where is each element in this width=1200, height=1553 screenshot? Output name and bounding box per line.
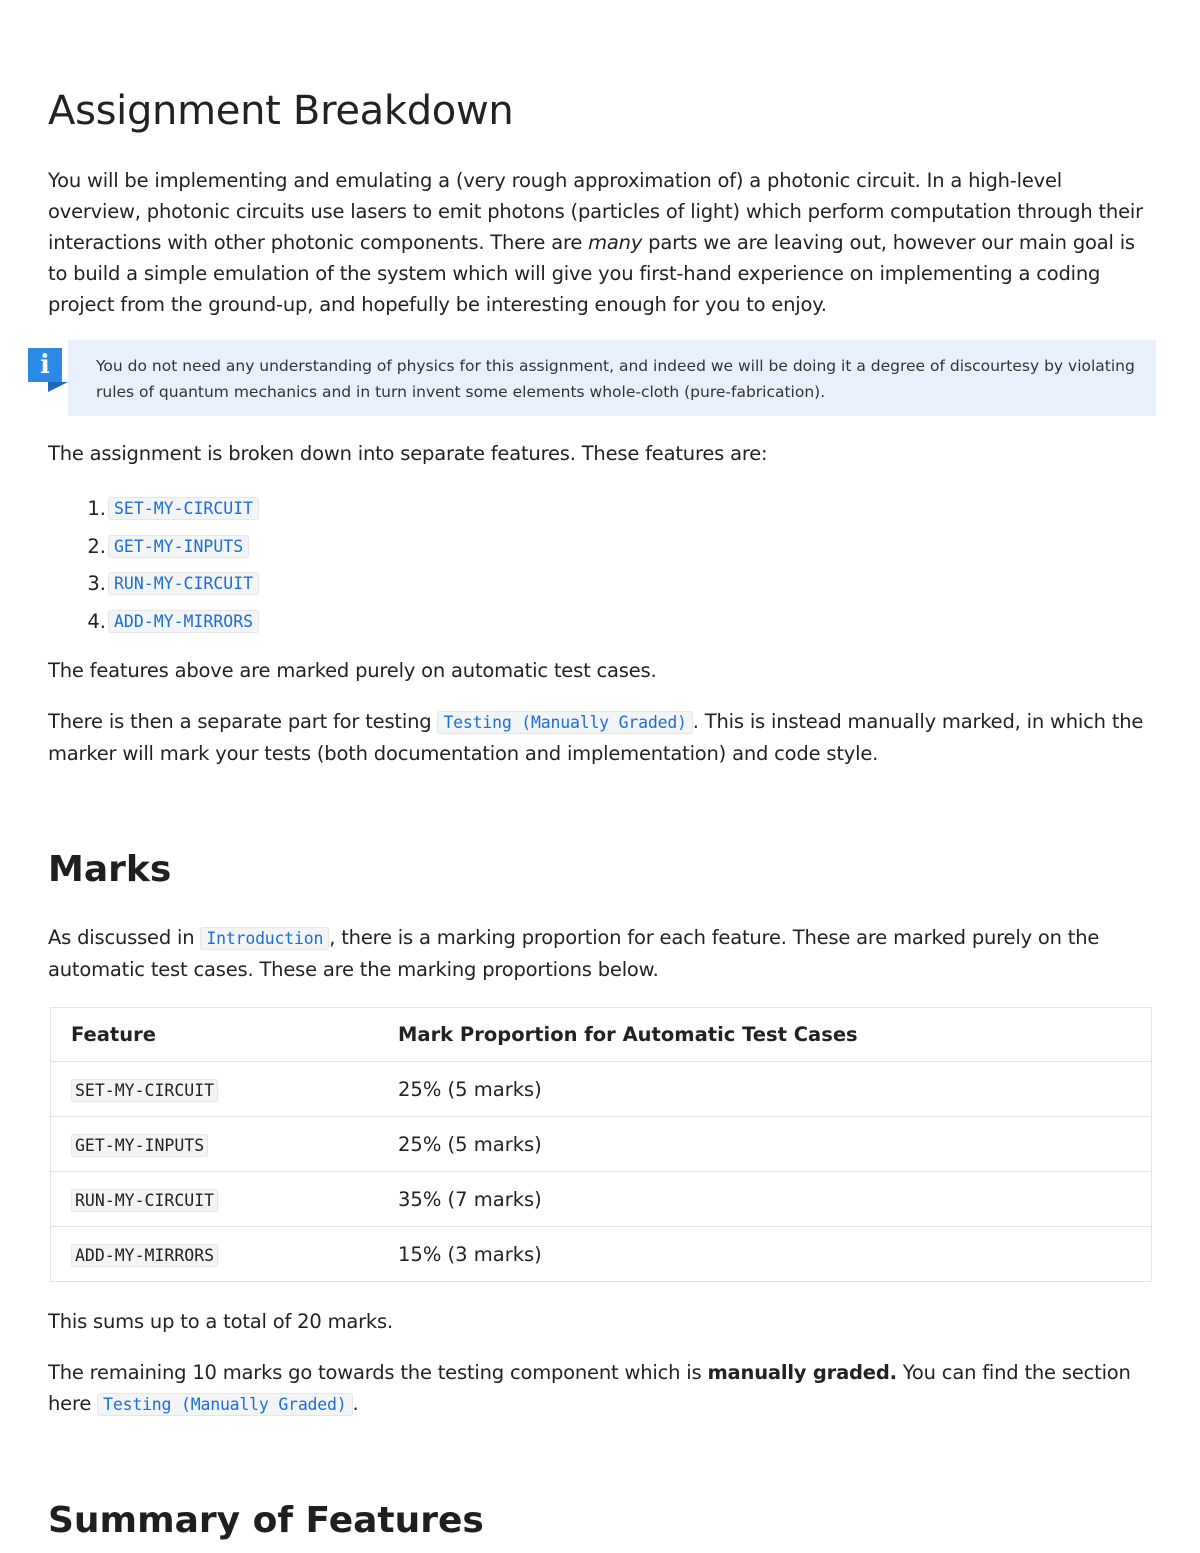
remaining-text-1: The remaining 10 marks go towards the testing component which is	[48, 1361, 708, 1384]
feature-link-run-my-circuit[interactable]: RUN-MY-CIRCUIT	[108, 572, 259, 595]
list-number: 3.	[87, 572, 106, 596]
page-title: Assignment Breakdown	[48, 88, 514, 134]
feature-cell	[51, 1062, 379, 1117]
intro-emphasis: many	[588, 231, 643, 254]
feature-cell	[51, 1227, 379, 1282]
proportion-cell: 25% (5 marks)	[378, 1117, 1152, 1172]
list-item	[48, 603, 259, 641]
list-item	[48, 565, 259, 603]
list-number: 1.	[87, 497, 106, 521]
proportion-cell: 25% (5 marks)	[378, 1062, 1152, 1117]
testing-text-2: . This is instead manually marked, in which the marker will mark your tests (both documentation and implementation) and code style.	[48, 710, 1144, 765]
table-row	[51, 1227, 1152, 1282]
remaining-paragraph	[48, 1357, 1156, 1420]
features-intro: The assignment is broken down into separate features. These features are:	[48, 442, 768, 465]
info-callout-fold	[48, 382, 68, 392]
features-list	[48, 490, 259, 640]
feature-cell	[51, 1172, 379, 1227]
info-callout-text: You do not need any understanding of physics for this assignment, and indeed we will be doing it a degree of discourtesy by violating rules of quantum mechanics and in turn invent some elements whole-cloth (pure-fabrication).	[96, 357, 1135, 401]
testing-paragraph	[48, 706, 1156, 769]
list-item	[48, 490, 259, 528]
features-note: The features above are marked purely on automatic test cases.	[48, 659, 657, 682]
intro-paragraph	[48, 165, 1156, 320]
table-header-row	[51, 1008, 1152, 1062]
testing-text-1: There is then a separate part for testing	[48, 710, 438, 733]
list-number: 4.	[87, 609, 106, 633]
feature-code: GET-MY-INPUTS	[71, 1134, 208, 1157]
table-row	[51, 1062, 1152, 1117]
column-header-proportion: Mark Proportion for Automatic Test Cases	[378, 1008, 1152, 1062]
remaining-text-2: You can find the section here	[48, 1361, 1131, 1415]
testing-link[interactable]: Testing (Manually Graded)	[437, 711, 692, 734]
intro-text-1: You will be implementing and emulating a (very rough approximation of) a photonic circuit. In a high-level overview, photonic circuits use lasers to emit photons (particles of light) which perform computation through their interactions with other photonic components. There are	[48, 169, 1143, 254]
list-item	[48, 528, 259, 566]
feature-code: SET-MY-CIRCUIT	[71, 1079, 218, 1102]
feature-link-get-my-inputs[interactable]: GET-MY-INPUTS	[108, 535, 249, 558]
column-header-feature: Feature	[51, 1008, 379, 1062]
remaining-text-3: .	[352, 1392, 359, 1415]
marks-table	[50, 1007, 1152, 1282]
info-icon: i	[28, 348, 62, 382]
table-row	[51, 1117, 1152, 1172]
remaining-bold: manually graded.	[707, 1361, 897, 1384]
feature-code: RUN-MY-CIRCUIT	[71, 1189, 218, 1212]
feature-link-add-my-mirrors[interactable]: ADD-MY-MIRRORS	[108, 610, 259, 633]
table-row	[51, 1172, 1152, 1227]
proportion-cell: 35% (7 marks)	[378, 1172, 1152, 1227]
list-number: 2.	[87, 534, 106, 558]
intro-text-2: parts we are leaving out, however our main goal is to build a simple emulation of the system which will give you first-hand experience on implementing a coding project from the ground-up, and hopefully be interesting enough for you to enjoy.	[48, 231, 1135, 316]
proportion-cell: 15% (3 marks)	[378, 1227, 1152, 1282]
testing-link-2[interactable]: Testing (Manually Graded)	[97, 1393, 352, 1416]
total-text: This sums up to a total of 20 marks.	[48, 1310, 393, 1333]
feature-link-set-my-circuit[interactable]: SET-MY-CIRCUIT	[108, 497, 259, 520]
marks-intro	[48, 922, 1156, 985]
marks-intro-text-2: , there is a marking proportion for each feature. These are marked purely on the automatic test cases. These are the marking proportions below.	[48, 926, 1100, 981]
feature-cell	[51, 1117, 379, 1172]
marks-intro-text-1: As discussed in	[48, 926, 201, 949]
feature-code: ADD-MY-MIRRORS	[71, 1244, 218, 1267]
summary-heading: Summary of Features	[48, 1500, 484, 1541]
introduction-link[interactable]: Introduction	[200, 927, 329, 950]
marks-heading: Marks	[48, 849, 172, 890]
